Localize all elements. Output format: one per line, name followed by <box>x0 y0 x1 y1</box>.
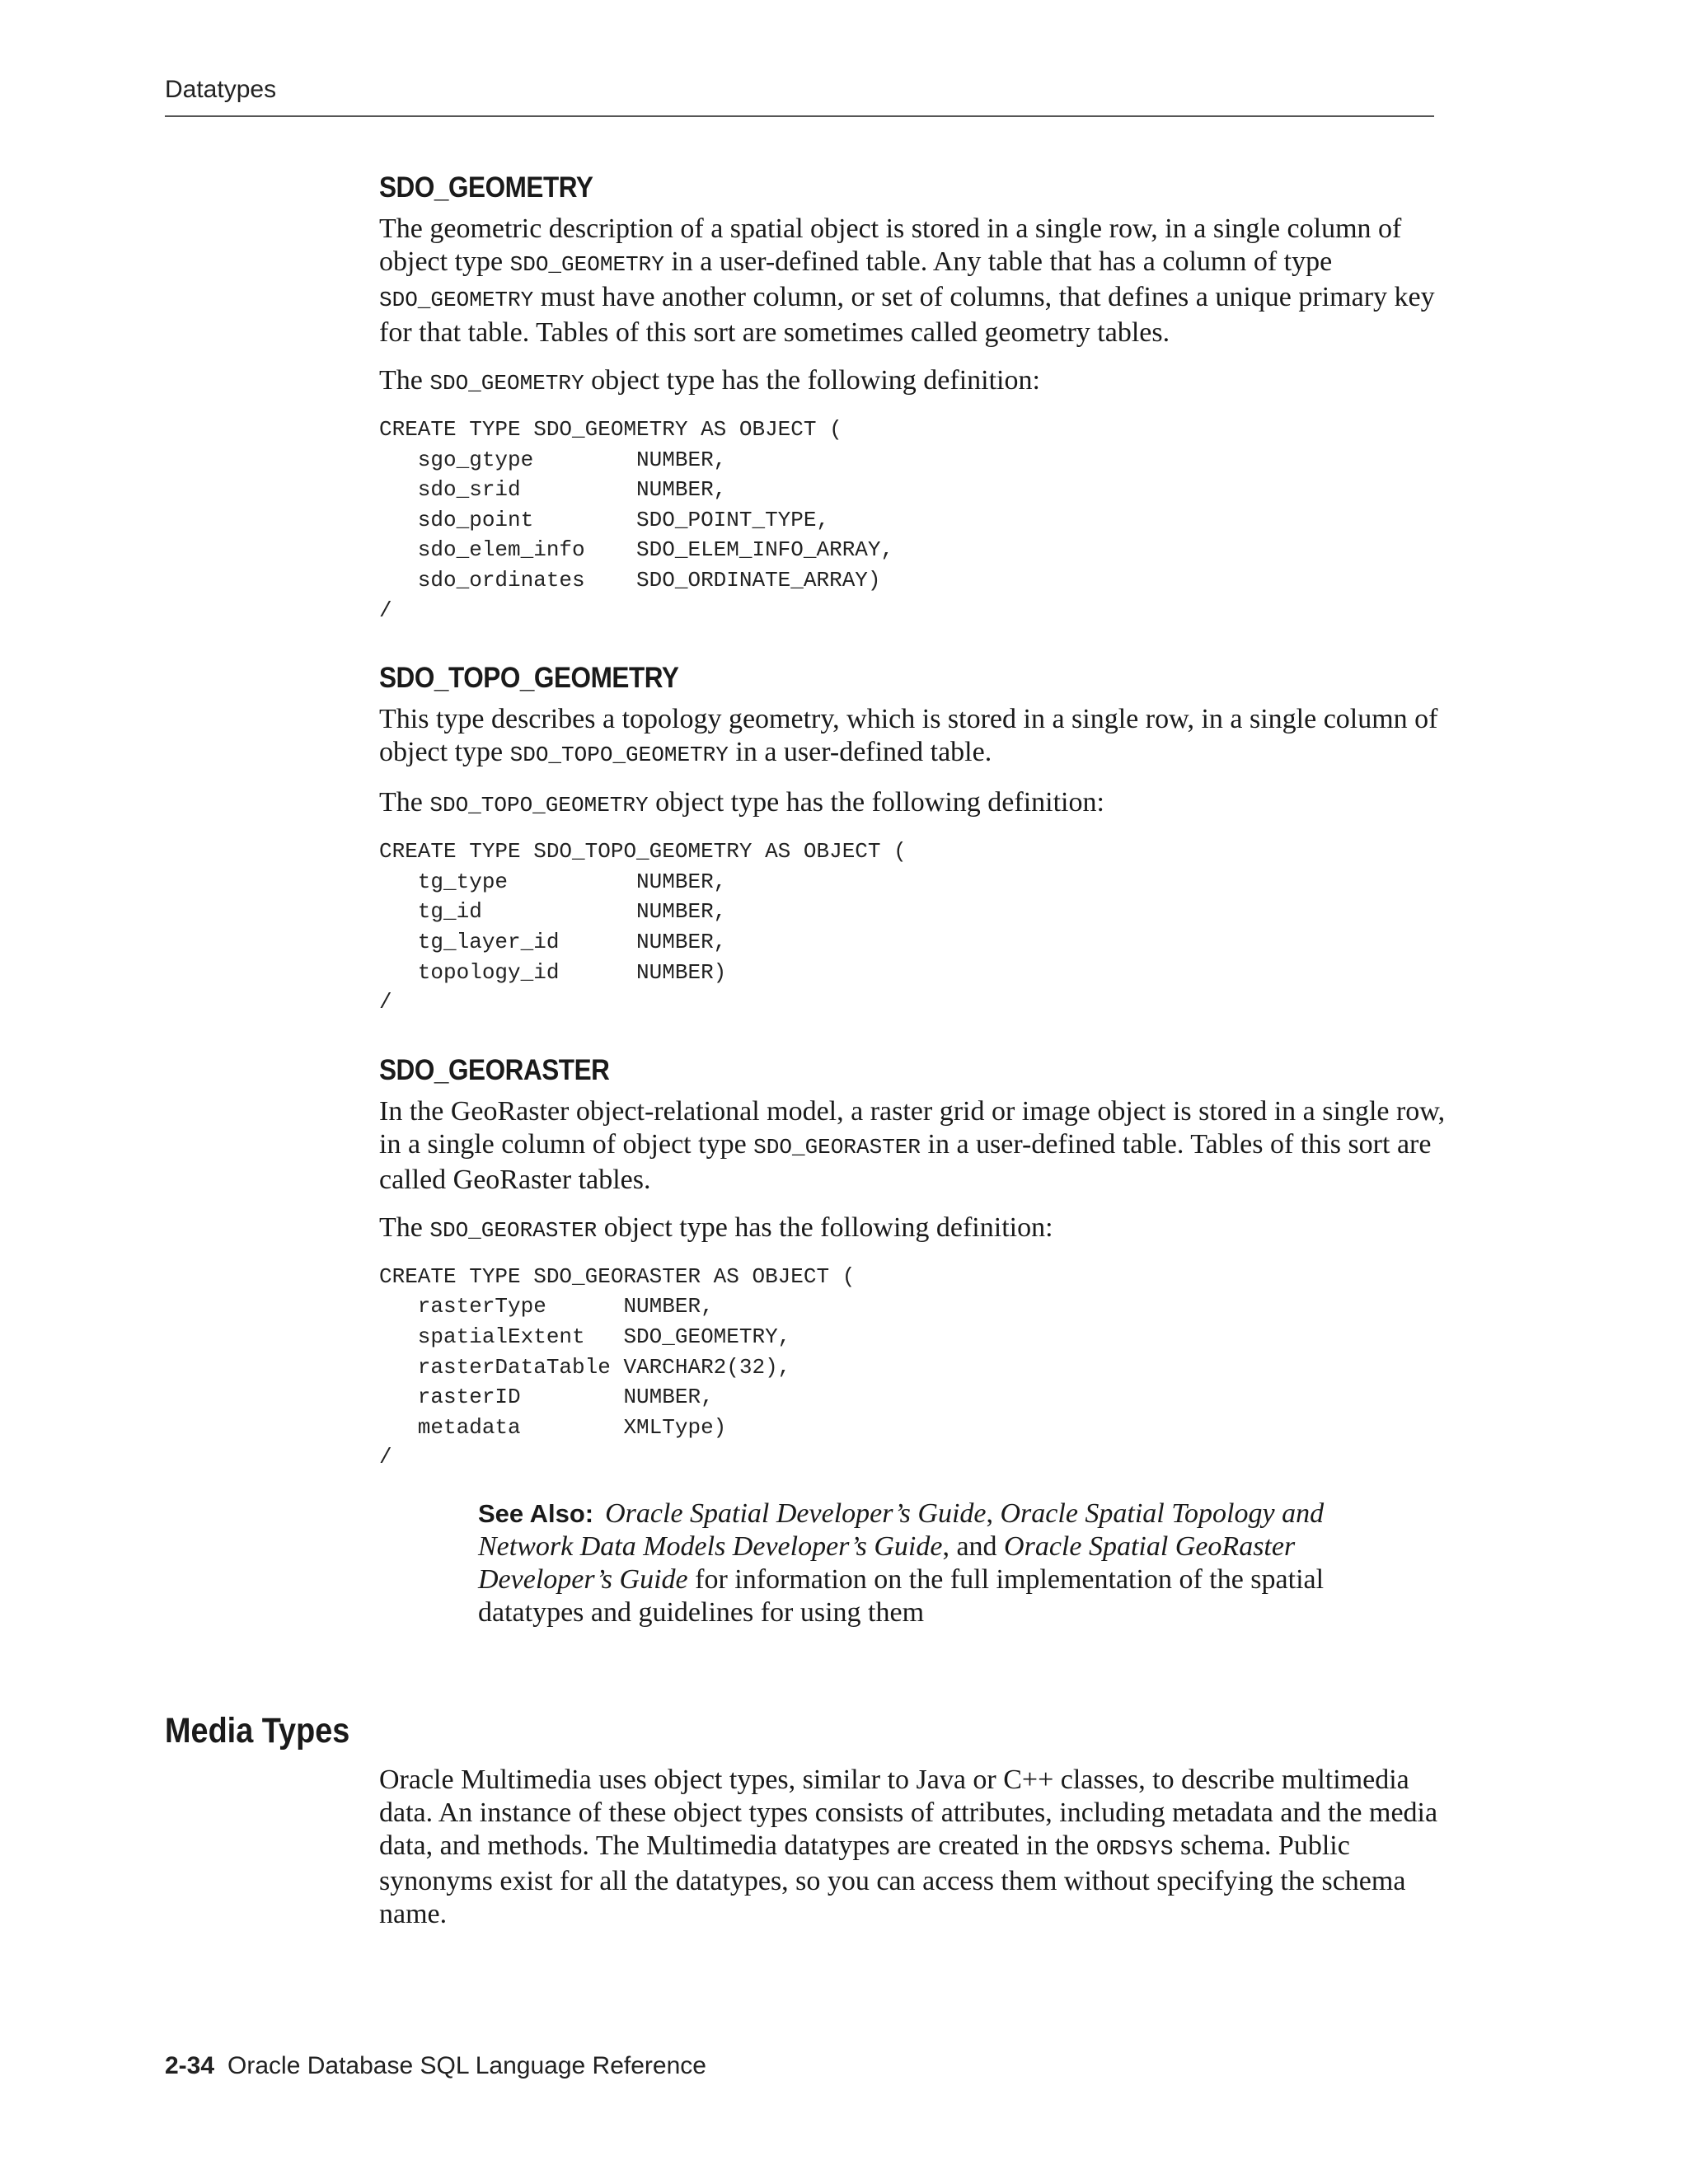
book-reference[interactable]: Oracle Spatial Developer’s Guide <box>605 1497 987 1529</box>
topo-description <box>379 703 1451 771</box>
inline-code: SDO_GEOMETRY <box>379 288 534 312</box>
georaster-description <box>379 1095 1451 1197</box>
text-run: in a user-defined table. Tables of this sort are called GeoRaster tables. <box>379 1128 1432 1195</box>
text-run: Oracle Multimedia uses object types, similar to Java or C++ classes, to describe multimedia data. An instance of these object types consists of attributes, including metadata and the media data, and methods. The Multimedia datatypes are created in the <box>379 1765 1438 1861</box>
inline-code: SDO_GEOMETRY <box>509 252 664 277</box>
text-run: The <box>379 1212 430 1243</box>
section-heading-sdo-georaster: SDO_GEORASTER <box>379 1053 610 1086</box>
media-description <box>379 1764 1451 1931</box>
header-divider <box>165 115 1434 117</box>
inline-code: SDO_TOPO_GEOMETRY <box>509 743 729 768</box>
georaster-definition-intro <box>379 1212 1451 1247</box>
running-header: Datatypes <box>165 76 277 103</box>
media-types-content <box>379 1764 1451 1946</box>
book-title: Oracle Database SQL Language Reference <box>227 2052 706 2079</box>
text-run: , <box>986 1497 1001 1529</box>
geometry-definition-intro <box>379 364 1451 400</box>
code-block-sdo-geometry: CREATE TYPE SDO_GEOMETRY AS OBJECT ( sgo_gtype NUMBER, sdo_srid NUMBER, sdo_point SDO_POINT_TYPE, sdo_elem_info SDO_ELEM_INFO_ARRAY, sdo_ordinates SDO_ORDINATE_ARRAY) / <box>379 417 894 623</box>
text-run: The <box>379 787 430 818</box>
text-run: object type has the following definition: <box>597 1212 1053 1243</box>
text-run: in a user-defined table. <box>728 737 992 768</box>
section-heading-sdo-geometry: SDO_GEOMETRY <box>379 171 593 204</box>
text-run: In the GeoRaster object-relational model, a raster grid or image object is stored in a single row, in a single column of object type <box>379 1095 1446 1160</box>
text-run: schema. Public synonyms exist for all the datatypes, so you can access them without specifying the schema name. <box>379 1830 1406 1929</box>
inline-code: SDO_TOPO_GEOMETRY <box>429 793 649 818</box>
text-run: , and <box>942 1530 1005 1562</box>
code-block-sdo-topo-geometry: CREATE TYPE SDO_TOPO_GEOMETRY AS OBJECT ( tg_type NUMBER, tg_id NUMBER, tg_layer_id NUMBER, topology_id NUMBER) / <box>379 839 907 1015</box>
spatial-types-content <box>379 171 1451 1629</box>
page-footer <box>165 2052 706 2080</box>
see-also-note <box>478 1497 1343 1629</box>
topo-definition-intro <box>379 786 1451 822</box>
inline-code: SDO_GEOMETRY <box>429 371 584 396</box>
geometry-description <box>379 213 1451 349</box>
book-reference[interactable]: Oracle Spatial GeoRaster Developer’s Guide <box>478 1530 1296 1595</box>
section-heading-sdo-topo-geometry: SDO_TOPO_GEOMETRY <box>379 662 679 695</box>
see-also-label: See Also: <box>478 1498 594 1528</box>
page-number: 2-34 <box>165 2052 215 2079</box>
text-run: This type describes a topology geometry, which is stored in a single row, in a single column of object type <box>379 704 1438 768</box>
code-block-sdo-georaster: CREATE TYPE SDO_GEORASTER AS OBJECT ( rasterType NUMBER, spatialExtent SDO_GEOMETRY, rasterDataTable VARCHAR2(32), rasterID NUMBER, metadata XMLType) / <box>379 1263 856 1470</box>
text-run: for information on the full implementation of the spatial datatypes and guidelines for using them <box>478 1563 1325 1628</box>
inline-code: SDO_GEORASTER <box>753 1134 921 1160</box>
text-run: object type has the following definition: <box>648 787 1104 818</box>
inline-code: SDO_GEORASTER <box>429 1217 598 1243</box>
inline-code: ORDSYS <box>1095 1836 1174 1861</box>
text-run: in a user-defined table. Any table that has a column of type <box>663 246 1333 277</box>
text-run: must have another column, or set of columns, that defines a unique primary key for that table. Tables of this sort are sometimes called geometry tables. <box>379 282 1435 348</box>
text-run: object type has the following definition: <box>584 365 1040 396</box>
section-heading-media-types: Media Types <box>165 1711 350 1750</box>
text-run: The <box>379 365 430 396</box>
book-reference[interactable]: Oracle Spatial Topology and Network Data Models Developer’s Guide <box>478 1497 1325 1562</box>
text-run: The geometric description of a spatial object is stored in a single row, in a single column of object type <box>379 213 1402 277</box>
